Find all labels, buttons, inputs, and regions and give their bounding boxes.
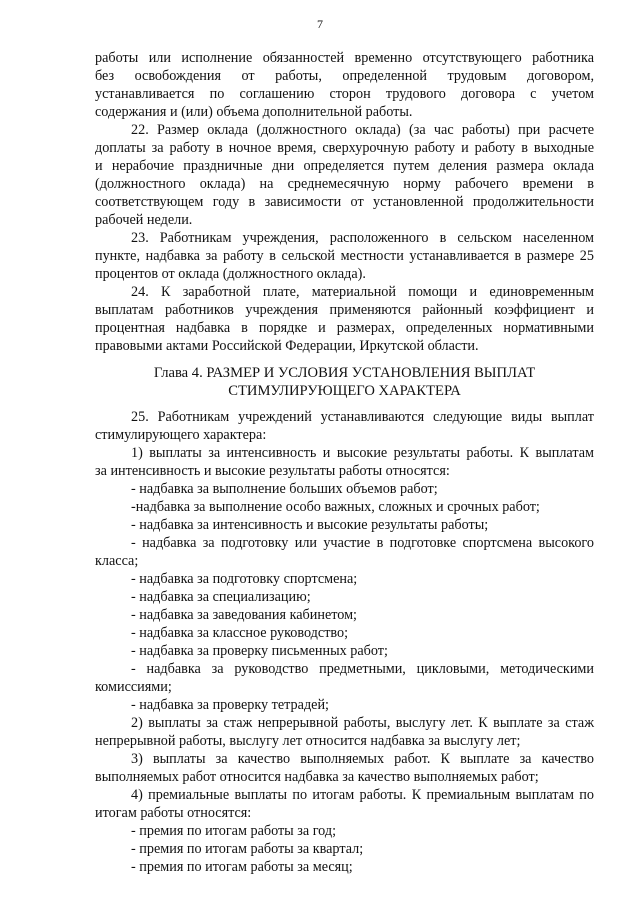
item-2-first-line: 2) выплаты за стаж непрерывной работы, выслугу лет. К выплате за стаж [131,715,594,731]
list-item: - надбавка за проверку письменных работ; [131,643,388,659]
item-1-first-line: 1) выплаты за интенсивность и высокие результаты работы. К выплатам [131,445,594,461]
list-item: - надбавка за специализацию; [131,589,311,605]
paragraph-line: выполняемых работ относится надбавка за качество выполняемых работ; [95,769,539,785]
item-4-first-line: 4) премиальные выплаты по итогам работы. К премиальным выплатам по [131,787,594,803]
paragraph-line: процентная надбавка в порядке и размерах, определенных нормативными [95,320,594,336]
paragraph-line: без освобождения от работы, определенной трудовым договором, [95,68,594,84]
list-item: - надбавка за интенсивность и высокие результаты работы; [131,517,489,533]
paragraph-22-first-line: 22. Размер оклада (должностного оклада) (за час работы) при расчете [131,122,594,138]
list-item-continuation: класса; [95,553,139,569]
paragraph-line: непрерывной работы, выслугу лет относится надбавка за выслугу лет; [95,733,521,749]
list-item: - надбавка за проверку тетрадей; [131,697,329,713]
paragraph-line: (должностного оклада) на среднемесячную норму рабочего времени в [95,176,594,192]
list-item: - надбавка за подготовку спортсмена; [131,571,358,587]
page-number: 7 [317,17,323,31]
paragraph-line: содержания и (или) объема дополнительной работы. [95,104,413,120]
list-item: - премия по итогам работы за год; [131,823,337,839]
paragraph-line: за интенсивность и высокие результаты работы относятся: [95,463,450,479]
list-item: - надбавка за заведования кабинетом; [131,607,358,623]
list-item: - надбавка за выполнение больших объемов работ; [131,481,438,497]
chapter-heading-line-2: СТИМУЛИРУЮЩЕГО ХАРАКТЕРА [228,383,461,399]
paragraph-line: стимулирующего характера: [95,427,267,443]
list-item: - премия по итогам работы за месяц; [131,859,353,875]
item-3-first-line: 3) выплаты за качество выполняемых работ. К выплате за качество [131,751,594,767]
paragraph-line: рабочей недели. [95,212,193,228]
paragraph-line: работы или исполнение обязанностей временно отсутствующего работника [95,50,594,66]
paragraph-line: итогам работы относятся: [95,805,252,821]
list-item: - надбавка за подготовку или участие в подготовке спортсмена высокого [131,535,594,551]
list-item: -надбавка за выполнение особо важных, сложных и срочных работ; [131,499,540,515]
paragraph-23-first-line: 23. Работникам учреждения, расположенного в сельском населенном [131,230,594,246]
paragraph-line: выплатам работников учреждения применяются районный коэффициент и [95,302,594,318]
paragraph-line: доплаты за работу в ночное время, сверхурочную работу и работу в выходные [95,140,594,156]
paragraph-line: процентов от оклада (должностного оклада). [95,266,366,282]
paragraph-line: и нерабочие праздничные дни определяется путем деления размера оклада [95,158,594,174]
list-item: - премия по итогам работы за квартал; [131,841,364,857]
list-item: - надбавка за классное руководство; [131,625,349,641]
list-item-continuation: комиссиями; [95,679,172,695]
list-item: - надбавка за руководство предметными, цикловыми, методическими [131,661,594,677]
paragraph-25-first-line: 25. Работникам учреждений устанавливаются следующие виды выплат [131,409,594,425]
paragraph-line: устанавливается по соглашению сторон трудового договора с учетом [95,86,594,102]
chapter-heading-line-1: Глава 4. РАЗМЕР И УСЛОВИЯ УСТАНОВЛЕНИЯ ВЫПЛАТ [153,365,536,381]
paragraph-line: правовыми актами Российской Федерации, Иркутской области. [95,338,479,354]
paragraph-24-first-line: 24. К заработной плате, материальной помощи и единовременным [131,284,594,300]
paragraph-line: пункте, надбавка за работу в сельской местности устанавливается в размере 25 [95,248,594,264]
paragraph-line: соответствующем году в зависимости от установленной продолжительности [95,194,594,210]
